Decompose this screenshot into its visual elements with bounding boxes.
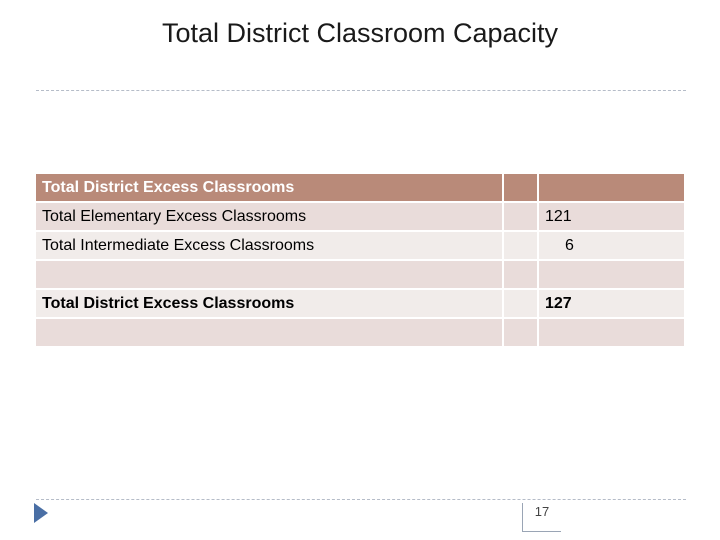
header-spacer bbox=[504, 174, 539, 203]
slide-title: Total District Classroom Capacity bbox=[161, 18, 559, 48]
header-label: Total District Excess Classrooms bbox=[36, 174, 504, 203]
table-row bbox=[36, 319, 684, 348]
row-spacer bbox=[504, 203, 539, 232]
page-number: 17 bbox=[522, 503, 561, 532]
row-label: Total Elementary Excess Classrooms bbox=[36, 203, 504, 232]
row-spacer bbox=[504, 319, 539, 348]
row-value bbox=[539, 261, 684, 290]
bottom-divider bbox=[36, 499, 686, 500]
triangle-bullet-icon bbox=[34, 503, 48, 523]
table-row bbox=[36, 203, 684, 232]
top-divider bbox=[36, 90, 686, 91]
row-value: 6 bbox=[539, 232, 684, 261]
row-value: 127 bbox=[539, 290, 684, 319]
row-label: Total Intermediate Excess Classrooms bbox=[36, 232, 504, 261]
row-spacer bbox=[504, 261, 539, 290]
row-value: 121 bbox=[539, 203, 684, 232]
row-value bbox=[539, 319, 684, 348]
row-label bbox=[36, 261, 504, 290]
table-row bbox=[36, 290, 684, 319]
row-label: Total District Excess Classrooms bbox=[36, 290, 504, 319]
row-spacer bbox=[504, 290, 539, 319]
row-label bbox=[36, 319, 504, 348]
table-row bbox=[36, 232, 684, 261]
table-row bbox=[36, 261, 684, 290]
header-value bbox=[539, 174, 684, 203]
row-spacer bbox=[504, 232, 539, 261]
excess-classrooms-table bbox=[36, 174, 684, 348]
table-header-row bbox=[36, 174, 684, 203]
